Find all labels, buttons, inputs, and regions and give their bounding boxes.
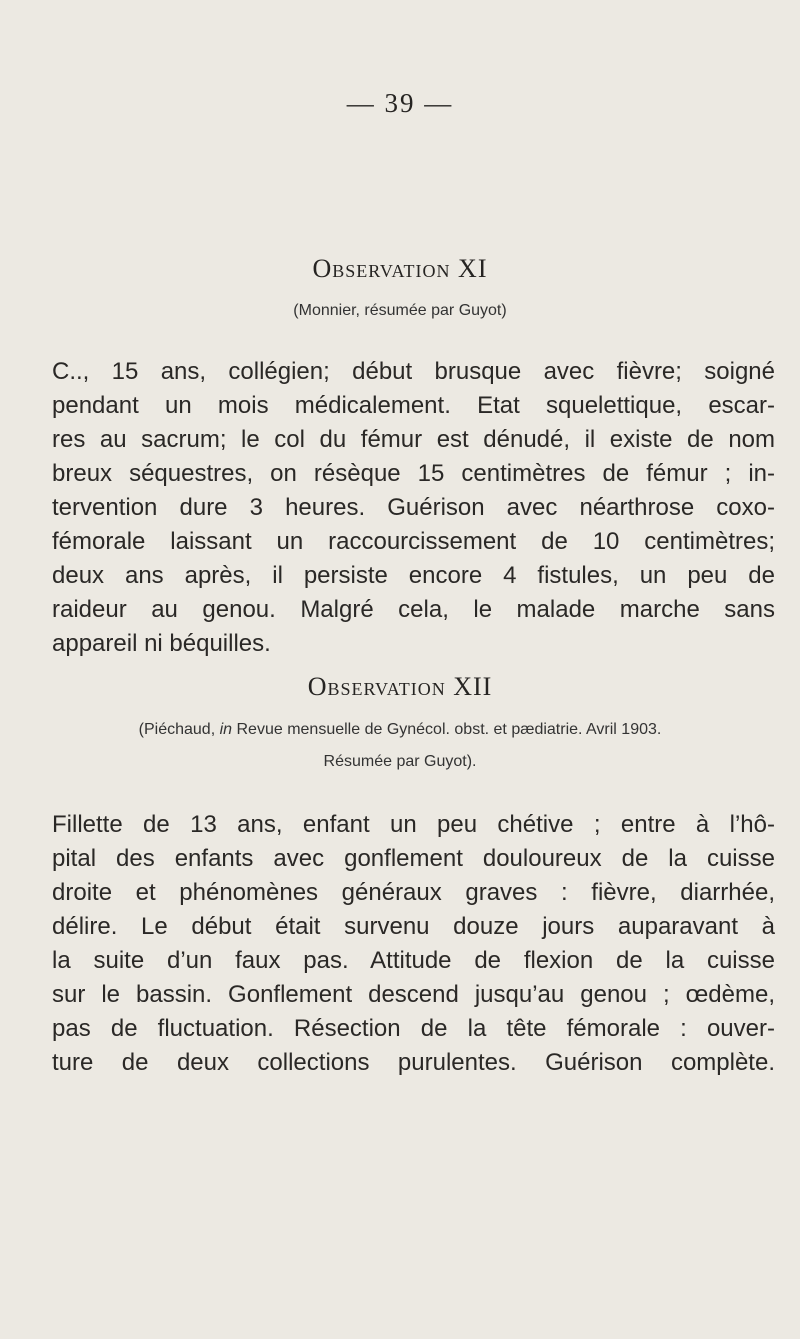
source-in: in [219, 721, 233, 738]
observation-11-source: (Monnier, résumée par Guyot) [293, 302, 507, 319]
paragraph-line: pas de fluctuation. Résection de la tête fémorale : ouver- [52, 1015, 775, 1042]
paragraph-line: pital des enfants avec gonflement douloureux de la cuisse [52, 845, 775, 872]
paragraph-line: pendant un mois médicalement. Etat squelettique, escar- [52, 392, 775, 419]
source-journal: Revue mensuelle de Gynécol. obst. et pædiatrie. Avril 1903. [236, 721, 662, 738]
paragraph-line: sur le bassin. Gonflement descend jusqu’au genou ; œdème, [52, 981, 775, 1008]
source-author: (Piéchaud, [138, 721, 216, 738]
paragraph-line: appareil ni béquilles. [52, 630, 271, 657]
paragraph-line: res au sacrum; le col du fémur est dénudé, il existe de nom [52, 426, 775, 453]
observation-12-source [0, 721, 800, 739]
page-number: — 39 — [346, 88, 454, 118]
paragraph-line: C.., 15 ans, collégien; début brusque avec fièvre; soigné [52, 358, 775, 385]
paragraph-line: droite et phénomènes généraux graves : fièvre, diarrhée, [52, 879, 775, 906]
paragraph-line: Fillette de 13 ans, enfant un peu chétive ; entre à l’hô- [52, 811, 775, 838]
paragraph-line: deux ans après, il persiste encore 4 fistules, un peu de [52, 562, 775, 589]
observation-12-summary: Résumée par Guyot). [323, 753, 477, 770]
observation-12-title: Observation XII [307, 672, 493, 701]
paragraph-line: raideur au genou. Malgré cela, le malade marche sans [52, 596, 775, 623]
paragraph-line: tervention dure 3 heures. Guérison avec néarthrose coxo- [52, 494, 775, 521]
observation-11-title: Observation XI [312, 254, 488, 283]
paragraph-line: ture de deux collections purulentes. Guérison complète. [52, 1049, 775, 1076]
paragraph-line: la suite d’un faux pas. Attitude de flexion de la cuisse [52, 947, 775, 974]
paragraph-line: breux séquestres, on résèque 15 centimètres de fémur ; in- [52, 460, 775, 487]
paragraph-line: fémorale laissant un raccourcissement de 10 centimètres; [52, 528, 775, 555]
paragraph-line: délire. Le début était survenu douze jours auparavant à [52, 913, 775, 940]
